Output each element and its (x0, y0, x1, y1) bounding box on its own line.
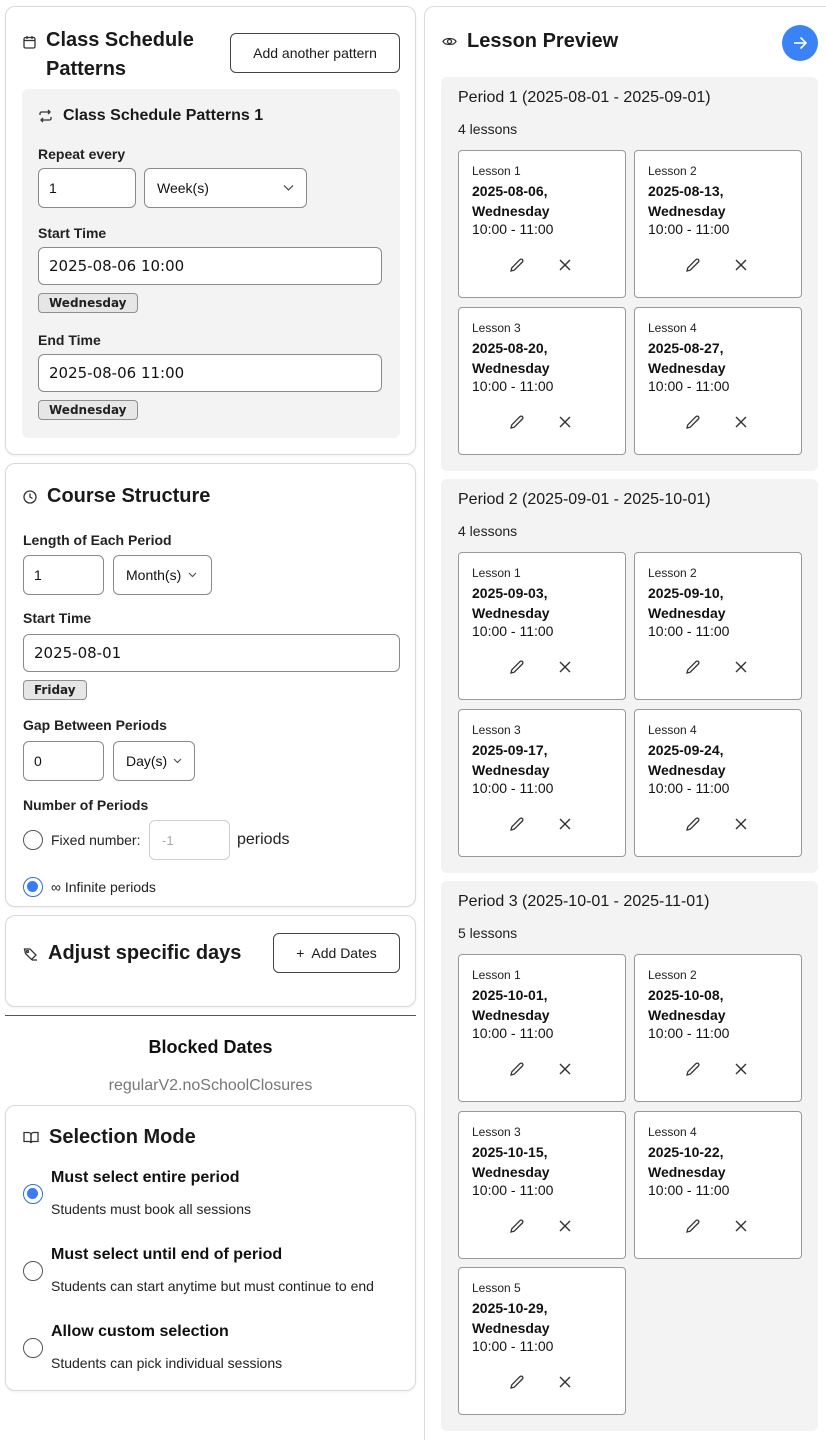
pattern-title: Class Schedule Patterns 1 (63, 107, 264, 124)
close-icon[interactable] (559, 818, 571, 830)
period-card (441, 479, 818, 873)
schedule-patterns-card (5, 6, 416, 455)
pencil-icon[interactable] (509, 257, 525, 273)
repeat-every-label: Repeat every (38, 146, 126, 162)
repeat-unit-value: Week(s) (157, 180, 209, 196)
blocked-dates-title: Blocked Dates (148, 1037, 273, 1057)
period-length-unit-value: Month(s) (126, 567, 182, 583)
period-length-input[interactable]: 1 (23, 555, 104, 595)
period-title: Period 2 (2025-09-01 - 2025-10-01) (458, 491, 711, 508)
lesson-label: Lesson 4 (648, 321, 697, 335)
end-day-badge: Wednesday (38, 400, 138, 420)
tag-edit-icon (23, 947, 38, 961)
end-time-label: End Time (38, 332, 101, 348)
until-end-radio[interactable] (23, 1261, 43, 1281)
adjust-days-card (5, 915, 416, 1007)
num-periods-label: Number of Periods (23, 797, 149, 813)
lesson-card (634, 954, 802, 1102)
lesson-label: Lesson 1 (472, 566, 521, 580)
course-structure-title: Course Structure (47, 485, 211, 507)
period-length-unit-select[interactable] (113, 555, 212, 595)
period-title: Period 3 (2025-10-01 - 2025-11-01) (458, 893, 710, 910)
repeat-unit-select[interactable] (144, 168, 307, 208)
chevron-down-icon (173, 758, 182, 764)
course-structure-card (5, 463, 416, 907)
lesson-label: Lesson 2 (648, 164, 697, 178)
lesson-time: 10:00 - 11:00 (472, 221, 554, 237)
pencil-icon[interactable] (509, 659, 525, 675)
close-icon[interactable] (735, 416, 747, 428)
calendar-icon (23, 35, 36, 49)
course-structure-header (23, 485, 210, 508)
pattern-end-time-input[interactable]: 2025-08-06 11:00 (38, 354, 382, 392)
schedule-patterns-header (23, 26, 213, 84)
pencil-icon[interactable] (509, 1218, 525, 1234)
custom-selection-title: Allow custom selection (51, 1323, 229, 1340)
periods-suffix: periods (237, 831, 290, 848)
period-lesson-count: 5 lessons (458, 925, 518, 941)
lesson-label: Lesson 3 (472, 321, 521, 335)
period-title: Period 1 (2025-08-01 - 2025-09-01) (458, 89, 711, 106)
schedule-patterns-title: Class Schedule Patterns (46, 29, 194, 80)
entire-period-title: Must select entire period (51, 1169, 240, 1186)
structure-start-label: Start Time (23, 610, 92, 626)
lesson-time: 10:00 - 11:00 (648, 1182, 730, 1198)
lesson-card (634, 307, 802, 455)
lesson-preview-panel (424, 6, 826, 1440)
repeat-interval-input[interactable]: 1 (38, 168, 136, 208)
close-icon[interactable] (735, 818, 747, 830)
lesson-time: 10:00 - 11:00 (648, 1025, 730, 1041)
repeat-icon (38, 109, 53, 123)
gap-label: Gap Between Periods (23, 717, 167, 733)
period-lesson-count: 4 lessons (458, 523, 518, 539)
gap-unit-select[interactable] (113, 741, 195, 781)
blocked-dates-message: regularV2.noSchoolClosures (108, 1077, 313, 1094)
close-icon[interactable] (559, 1220, 571, 1232)
lesson-card (634, 1111, 802, 1259)
book-open-icon (23, 1131, 39, 1144)
lesson-date: 2025-10-01, Wednesday (472, 987, 550, 1023)
pencil-icon[interactable] (509, 1374, 525, 1390)
gap-input[interactable]: 0 (23, 741, 104, 781)
adjust-days-title: Adjust specific days (48, 942, 242, 964)
lesson-label: Lesson 4 (648, 723, 697, 737)
lesson-date: 2025-10-08, Wednesday (648, 987, 726, 1023)
lesson-time: 10:00 - 11:00 (472, 780, 554, 796)
lesson-time: 10:00 - 11:00 (472, 1025, 554, 1041)
close-icon[interactable] (735, 1063, 747, 1075)
pencil-icon[interactable] (509, 1061, 525, 1077)
pattern-header (38, 107, 263, 125)
lesson-card (458, 1267, 626, 1415)
lesson-date: 2025-08-06, Wednesday (472, 183, 550, 219)
lesson-label: Lesson 1 (472, 164, 521, 178)
close-icon[interactable] (559, 1376, 571, 1388)
lesson-preview-header (442, 30, 618, 53)
chevron-down-icon (188, 572, 197, 578)
lesson-card (458, 1111, 626, 1259)
until-end-desc: Students can start anytime but must continue to end (51, 1278, 374, 1294)
close-icon[interactable] (559, 416, 571, 428)
selection-mode-title: Selection Mode (49, 1126, 196, 1148)
lesson-time: 10:00 - 11:00 (648, 780, 730, 796)
adjust-days-header (23, 942, 241, 965)
custom-selection-desc: Students can pick individual sessions (51, 1355, 283, 1371)
lesson-time: 10:00 - 11:00 (648, 221, 730, 237)
chevron-down-icon (283, 185, 294, 192)
pencil-icon[interactable] (509, 414, 525, 430)
lesson-card (458, 150, 626, 298)
lesson-label: Lesson 3 (472, 1125, 521, 1139)
add-pattern-button[interactable]: Add another pattern (230, 33, 400, 73)
close-icon[interactable] (735, 661, 747, 673)
next-arrow-button[interactable] (782, 25, 818, 61)
pencil-icon[interactable] (685, 257, 701, 273)
lesson-date: 2025-10-22, Wednesday (648, 1144, 726, 1180)
lesson-date: 2025-09-24, Wednesday (648, 742, 726, 778)
clock-icon (23, 490, 37, 504)
close-icon[interactable] (735, 1220, 747, 1232)
lesson-label: Lesson 2 (648, 968, 697, 982)
pencil-icon[interactable] (685, 1218, 701, 1234)
lesson-date: 2025-09-17, Wednesday (472, 742, 550, 778)
lesson-date: 2025-10-29, Wednesday (472, 1300, 550, 1336)
eye-icon (442, 36, 457, 47)
pencil-icon[interactable] (509, 816, 525, 832)
lesson-date: 2025-10-15, Wednesday (472, 1144, 550, 1180)
lesson-date: 2025-09-10, Wednesday (648, 585, 726, 621)
lesson-card (634, 150, 802, 298)
lesson-preview-title: Lesson Preview (467, 30, 619, 52)
lesson-card (634, 709, 802, 857)
lesson-time: 10:00 - 11:00 (648, 378, 730, 394)
period-card (441, 77, 818, 471)
lesson-time: 10:00 - 11:00 (472, 1182, 554, 1198)
start-time-label: Start Time (38, 225, 107, 241)
add-dates-button[interactable]: + Add Dates (273, 933, 400, 973)
lesson-card (458, 954, 626, 1102)
period-lesson-count: 4 lessons (458, 121, 518, 137)
until-end-title: Must select until end of period (51, 1246, 283, 1263)
lesson-card (458, 307, 626, 455)
lesson-card (458, 709, 626, 857)
pattern-start-time-input[interactable]: 2025-08-06 10:00 (38, 247, 382, 285)
pencil-icon[interactable] (685, 1061, 701, 1077)
pattern-panel (22, 89, 400, 438)
pencil-icon[interactable] (685, 816, 701, 832)
infinite-periods-label: ∞ Infinite periods (51, 879, 156, 895)
structure-start-input[interactable]: 2025-08-01 (23, 634, 400, 672)
period-card (441, 881, 818, 1431)
lesson-date: 2025-09-03, Wednesday (472, 585, 550, 621)
selection-mode-header (23, 1126, 196, 1149)
custom-selection-radio[interactable] (23, 1338, 43, 1358)
lesson-date: 2025-08-20, Wednesday (472, 340, 550, 376)
lesson-label: Lesson 3 (472, 723, 521, 737)
lesson-time: 10:00 - 11:00 (472, 378, 554, 394)
fixed-number-radio[interactable] (23, 830, 43, 850)
pencil-icon[interactable] (685, 414, 701, 430)
entire-period-desc: Students must book all sessions (51, 1201, 251, 1217)
fixed-number-label: Fixed number: (51, 832, 141, 848)
lesson-date: 2025-08-13, Wednesday (648, 183, 726, 219)
entire-period-radio[interactable] (23, 1184, 43, 1204)
lesson-label: Lesson 5 (472, 1281, 521, 1295)
lesson-label: Lesson 2 (648, 566, 697, 580)
close-icon[interactable] (735, 259, 747, 271)
structure-start-day-badge: Friday (23, 680, 87, 700)
lesson-time: 10:00 - 11:00 (648, 623, 730, 639)
close-icon[interactable] (559, 259, 571, 271)
lesson-time: 10:00 - 11:00 (472, 1338, 554, 1354)
close-icon[interactable] (559, 661, 571, 673)
close-icon[interactable] (559, 1063, 571, 1075)
selection-mode-card (5, 1105, 416, 1391)
arrow-right-icon (792, 36, 808, 50)
lesson-time: 10:00 - 11:00 (472, 623, 554, 639)
length-label: Length of Each Period (23, 532, 172, 548)
gap-unit-value: Day(s) (126, 753, 168, 769)
infinite-periods-radio[interactable] (23, 877, 43, 897)
lesson-card (458, 552, 626, 700)
pencil-icon[interactable] (685, 659, 701, 675)
section-divider (5, 1015, 416, 1016)
lesson-label: Lesson 1 (472, 968, 521, 982)
start-day-badge: Wednesday (38, 293, 138, 313)
lesson-date: 2025-08-27, Wednesday (648, 340, 726, 376)
lesson-card (634, 552, 802, 700)
lesson-label: Lesson 4 (648, 1125, 697, 1139)
fixed-number-input[interactable]: -1 (149, 820, 230, 860)
